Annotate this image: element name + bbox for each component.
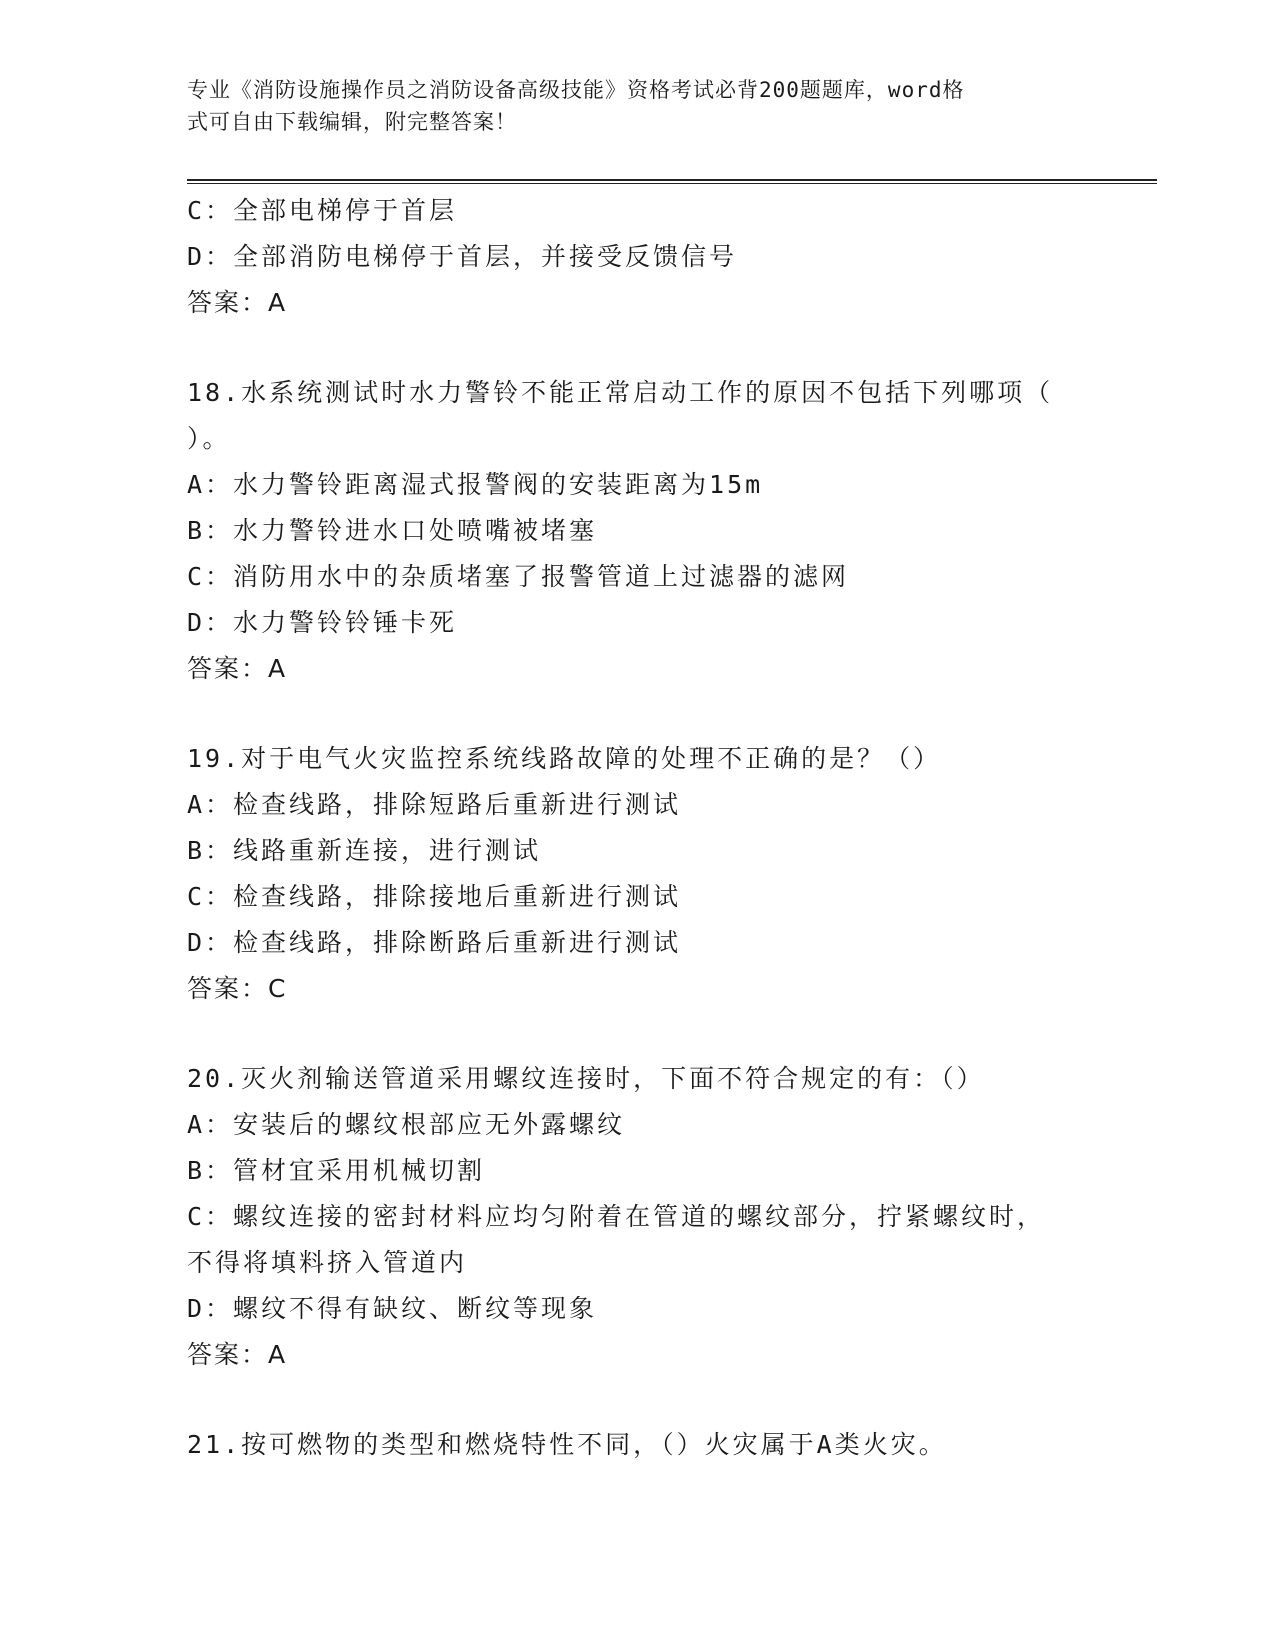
answer: 答案：A [187,1340,288,1369]
option-a: A：水力警铃距离湿式报警阀的安装距离为15m [187,470,764,499]
option-a: A：检查线路，排除短路后重新进行测试 [187,790,682,819]
question-stem: 21.按可燃物的类型和燃烧特性不同，（）火灾属于A类火灾。 [187,1430,947,1459]
header-divider-thin [187,183,1157,184]
option-c: C：螺纹连接的密封材料应均匀附着在管道的螺纹部分，拧紧螺纹时， [187,1202,1046,1231]
question-stem-cont: ）。 [187,424,231,453]
question-19 [187,736,1087,1012]
option-d: D：螺纹不得有缺纹、断纹等现象 [187,1294,598,1323]
option-c: C：检查线路，排除接地后重新进行测试 [187,882,682,911]
option-d: D：全部消防电梯停于首层，并接受反馈信号 [187,242,738,271]
option-d: D：检查线路，排除断路后重新进行测试 [187,928,682,957]
answer: 答案：A [187,654,288,683]
option-a: A：安装后的螺纹根部应无外露螺纹 [187,1110,626,1139]
option-b: B：管材宜采用机械切割 [187,1156,486,1185]
header-line-2: 式可自由下载编辑，附完整答案！ [187,110,517,134]
option-c: C：全部电梯停于首层 [187,196,458,225]
question-17-tail [187,188,1087,326]
header-line-1: 专业《消防设施操作员之消防设备高级技能》资格考试必背200题题库，word格 [187,78,965,102]
option-d: D：水力警铃铃锤卡死 [187,608,458,637]
option-c-cont: 不得将填料挤入管道内 [187,1248,468,1277]
question-21 [187,1422,1087,1468]
answer: 答案：A [187,288,288,317]
header-divider-thick [187,179,1157,181]
question-stem: 18.水系统测试时水力警铃不能正常启动工作的原因不包括下列哪项（ [187,378,1054,407]
option-c: C：消防用水中的杂质堵塞了报警管道上过滤器的滤网 [187,562,850,591]
question-list [187,188,1087,1468]
question-20 [187,1056,1087,1378]
question-stem: 19.对于电气火灾监控系统线路故障的处理不正确的是？（） [187,744,942,773]
option-b: B：线路重新连接，进行测试 [187,836,542,865]
document-header [187,74,1087,138]
question-18 [187,370,1087,692]
answer: 答案：C [187,974,288,1003]
question-stem: 20.灭火剂输送管道采用螺纹连接时，下面不符合规定的有：（） [187,1064,985,1093]
option-b: B：水力警铃进水口处喷嘴被堵塞 [187,516,598,545]
